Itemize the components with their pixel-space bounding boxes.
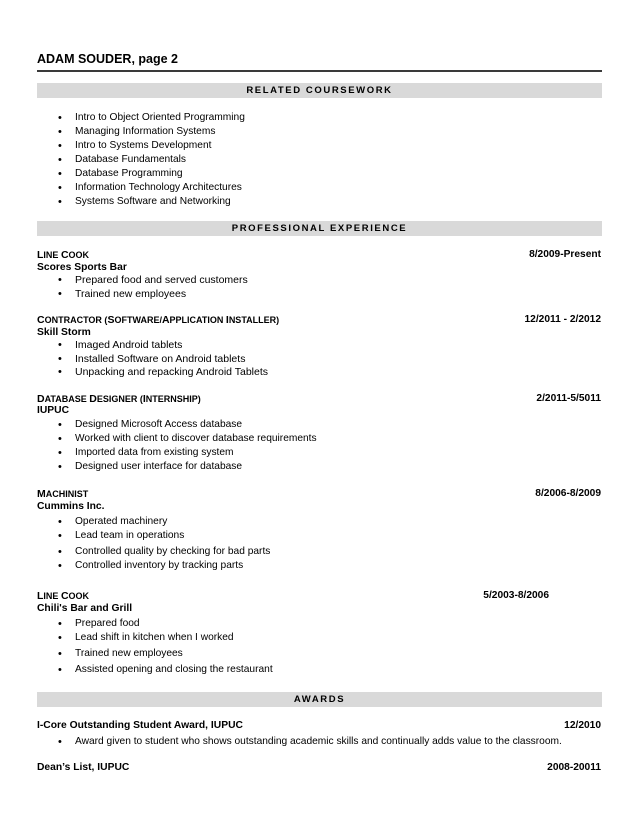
job-date: 8/2009-Present <box>529 249 601 260</box>
award-name: Dean’s List, IUPUC <box>37 762 130 773</box>
job-bullets <box>37 515 602 573</box>
list-item: • Controlled quality by checking for bad parts <box>37 545 602 559</box>
job-date: 12/2011 - 2/2012 <box>524 314 601 325</box>
award-name: I-Core Outstanding Student Award, IUPUC <box>37 720 243 731</box>
list-item: • Database Programming <box>37 167 602 181</box>
job-employer: Skill Storm <box>37 327 91 338</box>
list-item: • Imported data from existing system <box>37 446 602 460</box>
job-employer: IUPUC <box>37 405 70 416</box>
list-item: • Designed user interface for database <box>37 460 602 474</box>
job-title: LINE COOK <box>37 249 90 261</box>
list-item: • Award given to student who shows outstanding academic skills and continually adds value to the classroom. <box>37 735 602 749</box>
award-bullets <box>37 735 602 749</box>
list-item: • Controlled inventory by tracking parts <box>37 559 602 573</box>
job-employer: Cummins Inc. <box>37 501 105 512</box>
award-date: 2008-20011 <box>547 762 601 773</box>
section-heading-coursework: RELATED COURSEWORK <box>37 83 602 98</box>
job-date: 5/2003-8/2006 <box>483 590 549 601</box>
job-title: MACHINIST <box>37 488 89 500</box>
award-date: 12/2010 <box>564 720 601 731</box>
list-item: • Database Fundamentals <box>37 153 602 167</box>
section-heading-awards: AWARDS <box>37 692 602 707</box>
job-bullets <box>37 339 602 380</box>
list-item: • Information Technology Architectures <box>37 181 602 195</box>
list-item: • Lead team in operations <box>37 529 602 545</box>
list-item: • Intro to Object Oriented Programming <box>37 111 602 125</box>
list-item: • Designed Microsoft Access database <box>37 418 602 432</box>
list-item: • Assisted opening and closing the restaurant <box>37 663 602 677</box>
list-item: • Systems Software and Networking <box>37 195 602 209</box>
job-date: 2/2011-5/5011 <box>536 393 601 404</box>
list-item: • Prepared food <box>37 617 602 631</box>
job-title: DATABASE DESIGNER (INTERNSHIP) <box>37 393 201 405</box>
list-item: • Imaged Android tablets <box>37 339 602 353</box>
section-heading-experience: PROFESSIONAL EXPERIENCE <box>37 221 602 236</box>
list-item: • Operated machinery <box>37 515 602 529</box>
list-item: • Installed Software on Android tablets <box>37 353 602 367</box>
page-title: ADAM SOUDER, page 2 <box>37 52 178 66</box>
header-rule <box>37 70 602 72</box>
job-employer: Scores Sports Bar <box>37 262 127 273</box>
job-bullets <box>37 617 602 677</box>
job-employer: Chili's Bar and Grill <box>37 603 133 614</box>
list-item: • Intro to Systems Development <box>37 139 602 153</box>
list-item: • Lead shift in kitchen when I worked <box>37 631 602 647</box>
job-bullets <box>37 418 602 474</box>
list-item: • Managing Information Systems <box>37 125 602 139</box>
job-title: LINE COOK <box>37 590 90 602</box>
job-title: CONTRACTOR (SOFTWARE/APPLICATION INSTALLER) <box>37 314 280 326</box>
list-item: • Prepared food and served customers <box>37 274 602 288</box>
coursework-list <box>37 111 602 209</box>
job-bullets <box>37 274 602 301</box>
list-item: • Worked with client to discover database requirements <box>37 432 602 446</box>
job-date: 8/2006-8/2009 <box>535 488 601 499</box>
list-item: • Unpacking and repacking Android Tablets <box>37 366 602 380</box>
list-item: • Trained new employees <box>37 288 602 302</box>
list-item: • Trained new employees <box>37 647 602 663</box>
